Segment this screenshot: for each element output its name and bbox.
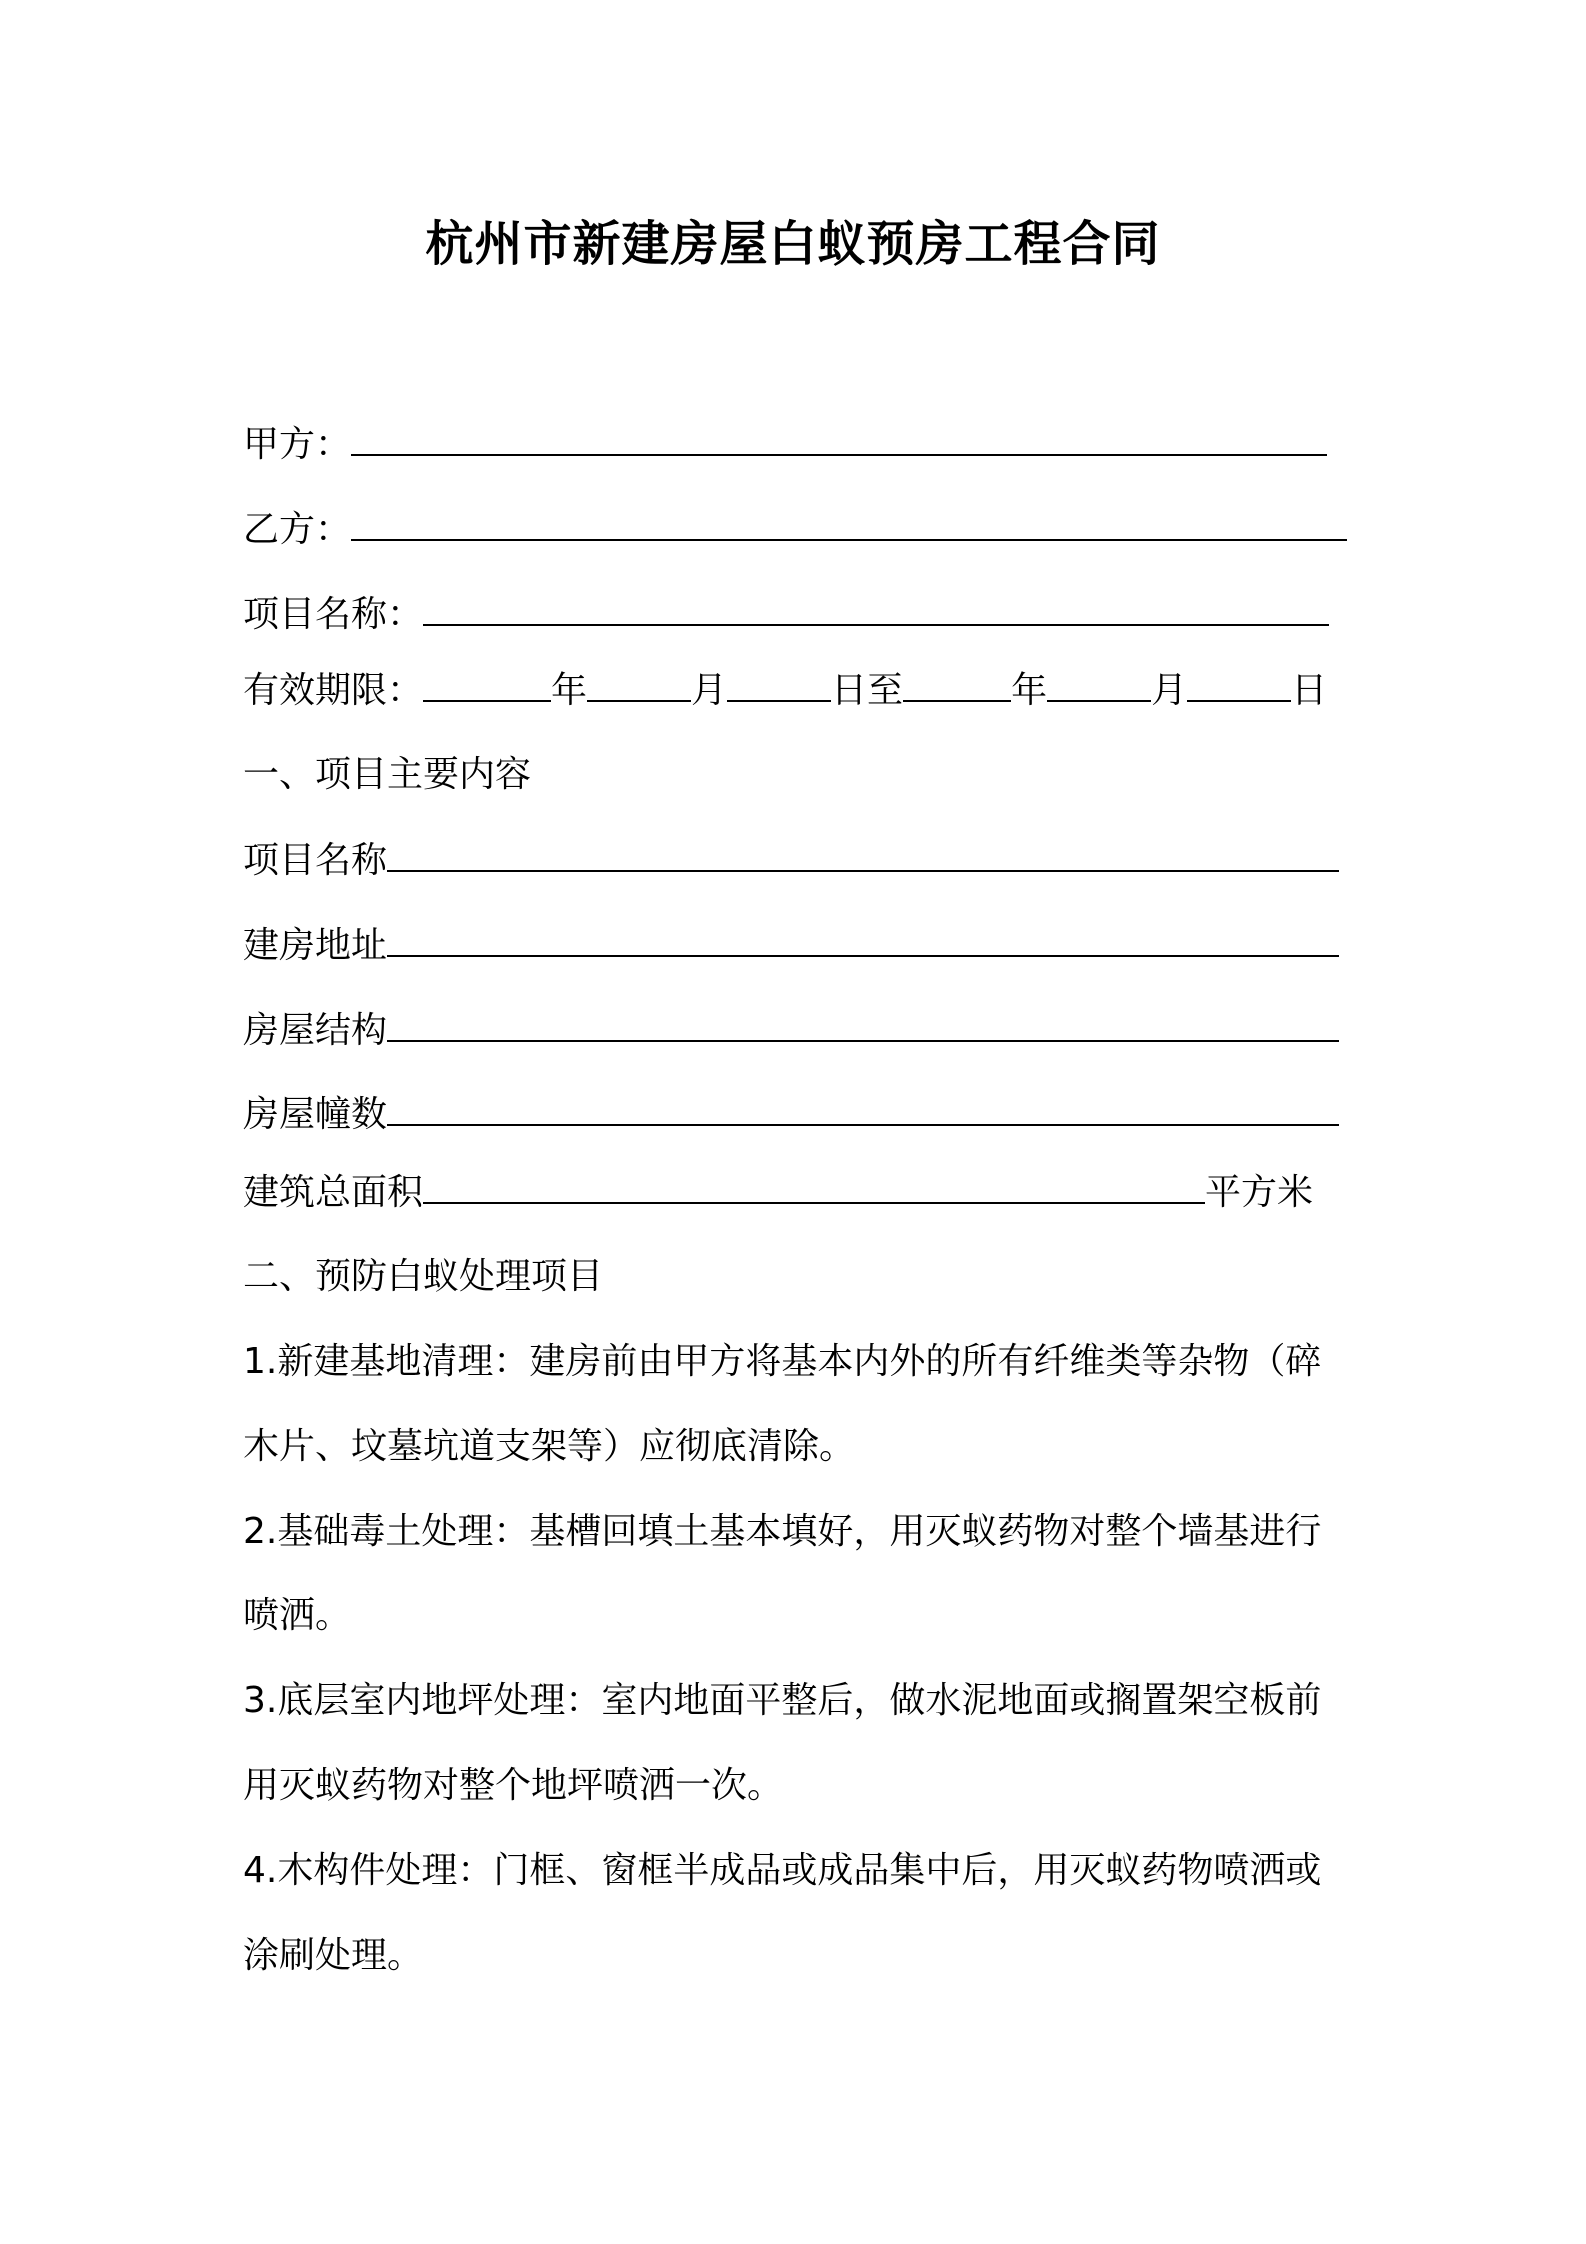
item-3-line-2: 用灭蚁药物对整个地坪喷洒一次。 bbox=[243, 1765, 784, 1806]
address-label: 建房地址 bbox=[243, 925, 388, 966]
party-b-field bbox=[243, 505, 1347, 554]
item-2-line-1: 2.基础毒土处理：基槽回填土基本填好，用灭蚁药物对整个墙基进行 bbox=[243, 1511, 1322, 1552]
total-area-blank[interactable] bbox=[423, 1168, 1205, 1204]
end-day-unit: 日 bbox=[1291, 670, 1328, 711]
validity-label: 有效期限： bbox=[243, 670, 424, 711]
area-unit: 平方米 bbox=[1205, 1172, 1314, 1213]
structure-label: 房屋结构 bbox=[243, 1010, 388, 1051]
end-year-blank[interactable] bbox=[903, 666, 1011, 702]
building-count-label: 房屋幢数 bbox=[243, 1094, 388, 1135]
item-2-line-2: 喷洒。 bbox=[243, 1595, 352, 1636]
project-name-label: 项目名称 bbox=[243, 840, 388, 881]
project-name-field bbox=[243, 836, 1339, 885]
structure-field bbox=[243, 1006, 1339, 1055]
party-b-label: 乙方： bbox=[243, 509, 352, 550]
total-area-label: 建筑总面积 bbox=[243, 1172, 424, 1213]
project-name-header-label: 项目名称： bbox=[243, 594, 424, 635]
end-day-blank[interactable] bbox=[1187, 666, 1291, 702]
day-to-unit: 日至 bbox=[831, 670, 904, 711]
document-title: 杭州市新建房屋白蚁预房工程合同 bbox=[425, 216, 1161, 272]
party-a-field bbox=[243, 420, 1327, 469]
start-year-unit: 年 bbox=[551, 670, 588, 711]
project-name-header-field bbox=[243, 590, 1329, 639]
section2-heading: 二、预防白蚁处理项目 bbox=[243, 1256, 604, 1297]
end-month-blank[interactable] bbox=[1047, 666, 1151, 702]
start-year-blank[interactable] bbox=[423, 666, 551, 702]
item-4-line-1: 4.木构件处理：门框、窗框半成品或成品集中后，用灭蚁药物喷洒或 bbox=[243, 1850, 1322, 1891]
start-month-blank[interactable] bbox=[587, 666, 691, 702]
building-count-field bbox=[243, 1090, 1339, 1139]
item-1-line-2: 木片、坟墓坑道支架等）应彻底清除。 bbox=[243, 1426, 856, 1467]
party-a-label: 甲方： bbox=[243, 424, 352, 465]
party-a-blank[interactable] bbox=[351, 420, 1327, 456]
item-3-line-1: 3.底层室内地坪处理：室内地面平整后，做水泥地面或搁置架空板前 bbox=[243, 1680, 1322, 1721]
structure-blank[interactable] bbox=[387, 1006, 1339, 1042]
party-b-blank[interactable] bbox=[351, 505, 1347, 541]
project-name-blank[interactable] bbox=[387, 836, 1339, 872]
address-blank[interactable] bbox=[387, 921, 1339, 957]
validity-field bbox=[243, 666, 1327, 715]
section1-heading: 一、项目主要内容 bbox=[243, 754, 532, 795]
item-4-line-2: 涂刷处理。 bbox=[243, 1935, 424, 1976]
end-year-unit: 年 bbox=[1011, 670, 1048, 711]
item-1-line-1: 1.新建基地清理：建房前由甲方将基本内外的所有纤维类等杂物（碎 bbox=[243, 1341, 1322, 1382]
address-field bbox=[243, 921, 1339, 970]
building-count-blank[interactable] bbox=[387, 1090, 1339, 1126]
start-month-unit: 月 bbox=[691, 670, 728, 711]
total-area-field bbox=[243, 1168, 1313, 1217]
start-day-blank[interactable] bbox=[727, 666, 831, 702]
project-name-header-blank[interactable] bbox=[423, 590, 1329, 626]
end-month-unit: 月 bbox=[1151, 670, 1188, 711]
